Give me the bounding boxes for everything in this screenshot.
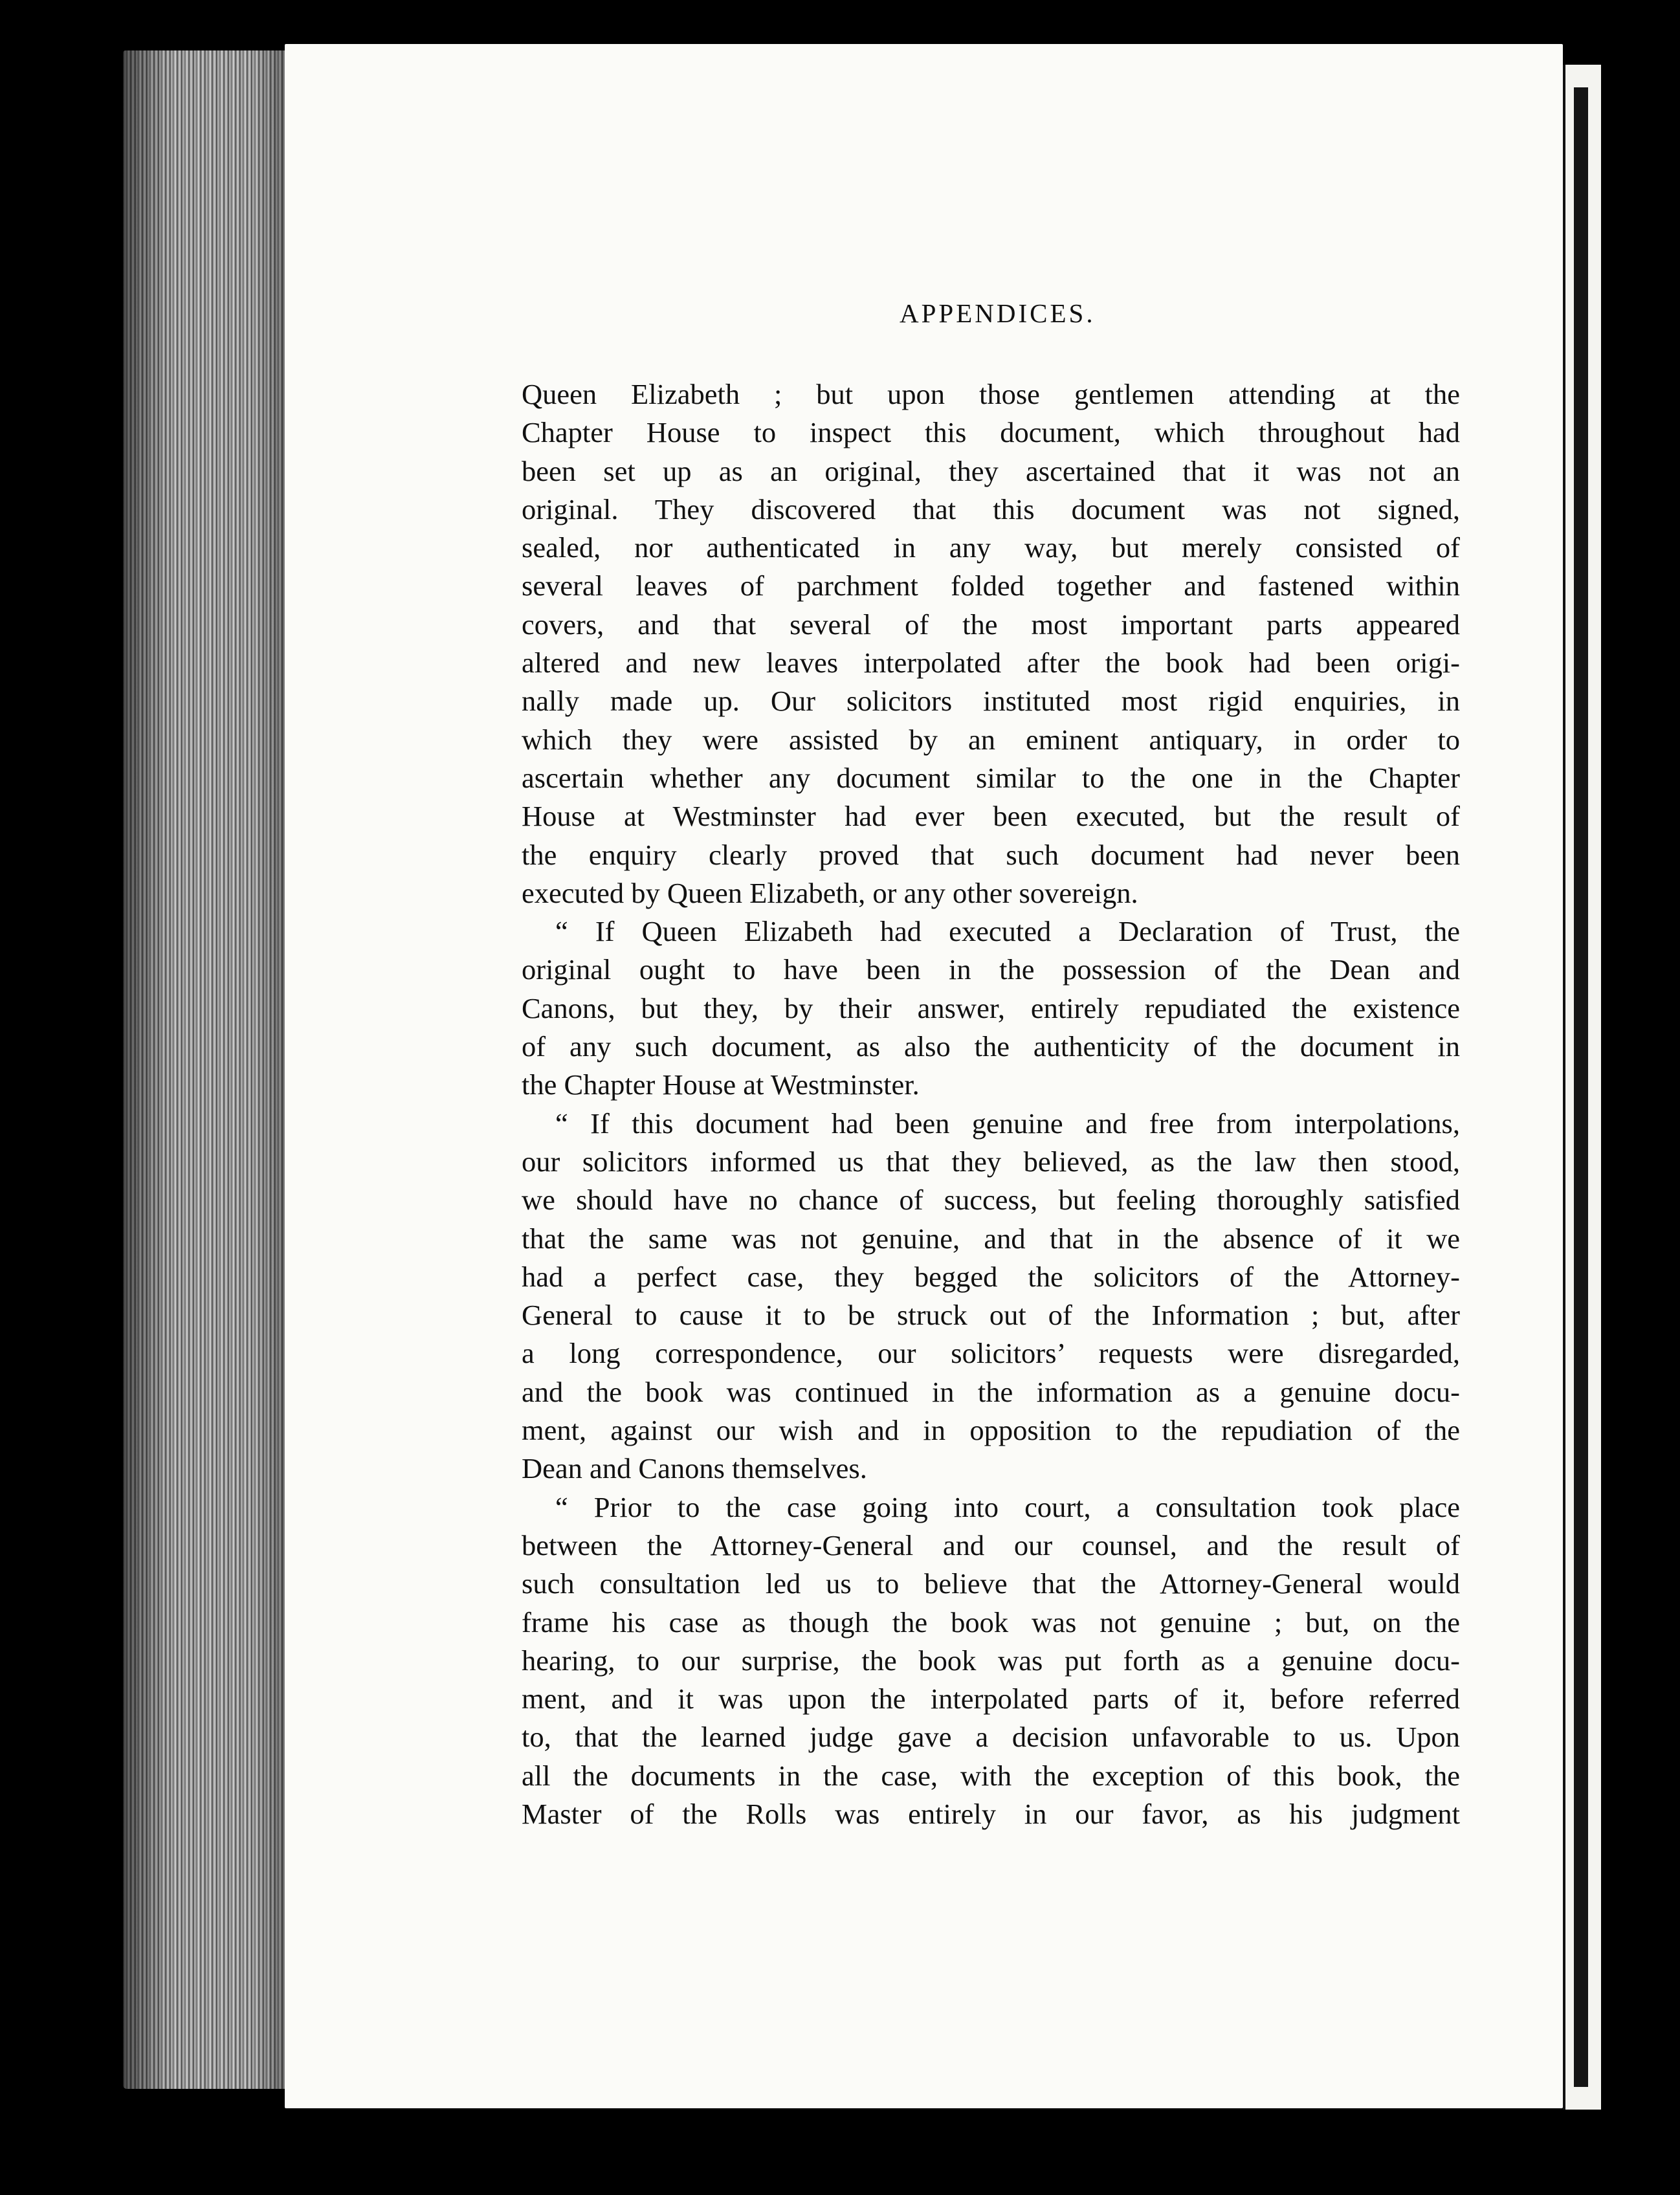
text-line: “ If Queen Elizabeth had executed a Declaration of Trust, the xyxy=(555,915,1460,948)
text-line: House at Westminster had ever been executed, but the result of xyxy=(522,800,1460,833)
text-line: General to cause it to be struck out of the Information ; but, after xyxy=(522,1299,1460,1332)
text-line: been set up as an original, they ascertained that it was not an xyxy=(522,454,1460,487)
text-line: frame his case as though the book was not genuine ; but, on the xyxy=(522,1605,1460,1638)
text-line: sealed, nor authenticated in any way, but merely consisted of xyxy=(522,531,1460,564)
text-line: several leaves of parchment folded together and fastened within xyxy=(522,569,1460,602)
text-line: “ If this document had been genuine and free from interpolations, xyxy=(555,1107,1460,1140)
text-line: “ Prior to the case going into court, a consultation took place xyxy=(555,1490,1460,1523)
text-line: Queen Elizabeth ; but upon those gentlemen attending at the xyxy=(522,378,1460,410)
text-line: between the Attorney-General and our counsel, and the result of xyxy=(522,1528,1460,1561)
text-line: all the documents in the case, with the exception of this book, the xyxy=(522,1759,1460,1792)
body-text xyxy=(522,375,1460,1833)
text-line: a long correspondence, our solicitors’ requests were disregarded, xyxy=(522,1337,1460,1370)
text-line: original ought to have been in the possession of the Dean and xyxy=(522,953,1460,986)
text-line: ment, and it was upon the interpolated parts of it, before referred xyxy=(522,1682,1460,1715)
text-line: Dean and Canons themselves. xyxy=(522,1452,867,1485)
text-line: had a perfect case, they begged the solicitors of the Attorney- xyxy=(522,1260,1460,1293)
text-line: Canons, but they, by their answer, entirely repudiated the existence xyxy=(522,991,1460,1024)
text-line: the Chapter House at Westminster. xyxy=(522,1068,920,1101)
text-line: to, that the learned judge gave a decision unfavorable to us. Upon xyxy=(522,1721,1460,1754)
text-line: hearing, to our surprise, the book was put forth as a genuine docu- xyxy=(522,1644,1460,1677)
text-line: nally made up. Our solicitors instituted most rigid enquiries, in xyxy=(522,685,1460,718)
text-line: executed by Queen Elizabeth, or any other sovereign. xyxy=(522,876,1138,909)
text-line: altered and new leaves interpolated after the book had been origi- xyxy=(522,646,1460,679)
text-line: ment, against our wish and in opposition to the repudiation of the xyxy=(522,1414,1460,1447)
binding-shadow xyxy=(1574,87,1588,2087)
text-line: covers, and that several of the most important parts appeared xyxy=(522,608,1460,641)
text-line: that the same was not genuine, and that in the absence of it we xyxy=(522,1222,1460,1255)
running-head: APPENDICES. xyxy=(900,298,1096,328)
text-line: Chapter House to inspect this document, which throughout had xyxy=(522,416,1460,449)
text-line: which they were assisted by an eminent antiquary, in order to xyxy=(522,723,1460,756)
text-line: and the book was continued in the information as a genuine docu- xyxy=(522,1375,1460,1408)
book-page-edges xyxy=(123,50,285,2089)
text-line: original. They discovered that this document was not signed, xyxy=(522,492,1460,525)
text-line: ascertain whether any document similar to the one in the Chapter xyxy=(522,761,1460,794)
text-line: such consultation led us to believe that the Attorney-General would xyxy=(522,1567,1460,1600)
text-line: our solicitors informed us that they believed, as the law then stood, xyxy=(522,1145,1460,1178)
text-line: Master of the Rolls was entirely in our favor, as his judgment xyxy=(522,1797,1460,1830)
text-line: we should have no chance of success, but feeling thoroughly satisfied xyxy=(522,1184,1460,1217)
text-line: of any such document, as also the authenticity of the document in xyxy=(522,1030,1460,1063)
text-line: the enquiry clearly proved that such document had never been xyxy=(522,838,1460,871)
